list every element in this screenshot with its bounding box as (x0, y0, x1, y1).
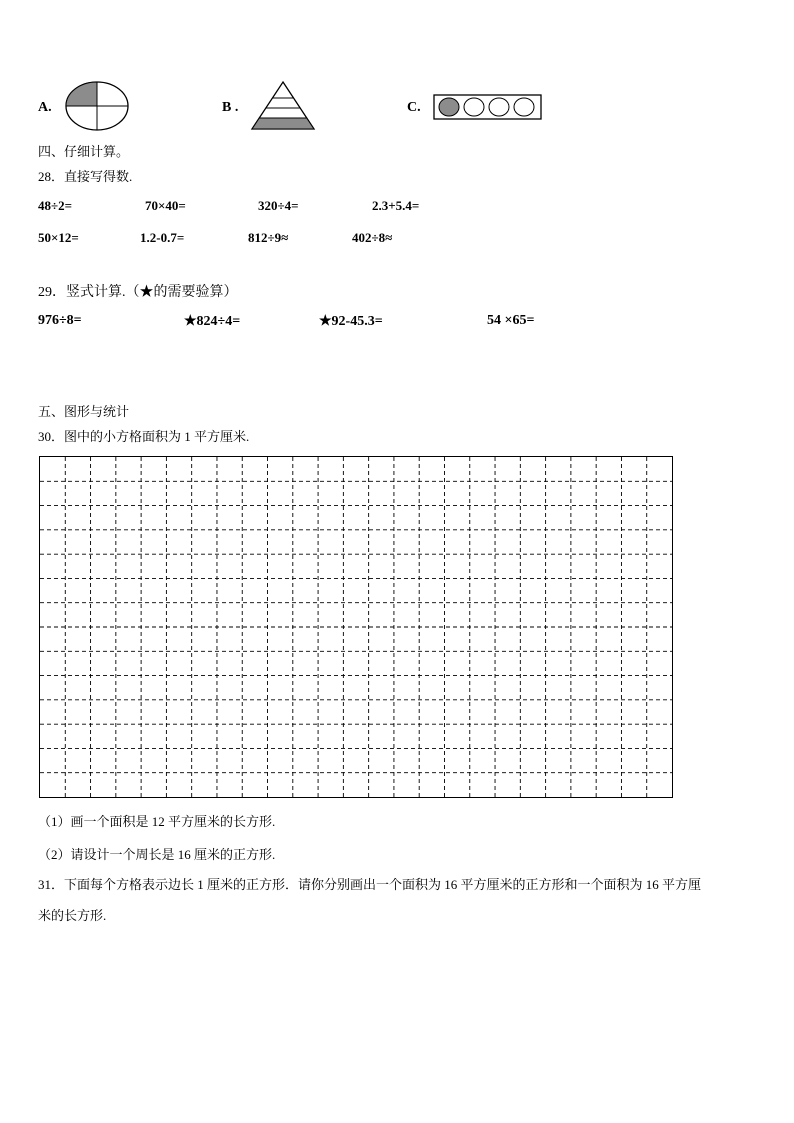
question-31-line-1: 31．下面每个方格表示边长 1 厘米的正方形．请你分别画出一个面积为 16 平方厘米的正方形和一个面积为 16 平方厘 (38, 877, 702, 892)
q30-sub-1: （1）画一个面积是 12 平方厘米的长方形. (38, 814, 276, 829)
q28-item: 812÷9≈ (248, 230, 289, 245)
q28-item: 2.3+5.4= (372, 198, 420, 213)
q30-sub-2: （2）请设计一个周长是 16 厘米的正方形. (38, 847, 276, 862)
q28-item: 320÷4= (258, 198, 299, 213)
q28-item: 70×40= (145, 198, 186, 213)
q28-item: 50×12= (38, 230, 79, 245)
q28-item: 1.2-0.7= (140, 230, 185, 245)
option-c-label: C. (407, 100, 421, 115)
q29-item: ★824÷4= (184, 314, 241, 329)
option-a-label: A. (38, 100, 52, 115)
q29-item: 976÷8= (38, 313, 82, 328)
q29-item: 54 ×65= (487, 313, 535, 328)
triangle-figure (250, 80, 316, 132)
q29-item: ★92-45.3= (319, 314, 383, 329)
question-29-title: 29．竖式计算.（★的需要验算） (38, 285, 238, 300)
section-five-title: 五、图形与统计 (38, 404, 130, 419)
option-b-label: B . (222, 100, 239, 115)
question-28-title: 28．直接写得数. (38, 169, 133, 184)
circles-box-figure (433, 94, 543, 120)
dashed-grid[interactable] (39, 456, 673, 798)
q28-item: 402÷8≈ (352, 230, 393, 245)
question-31-line-2: 米的长方形. (38, 908, 107, 923)
section-four-title: 四、仔细计算。 (38, 144, 130, 159)
grid-svg (39, 456, 673, 798)
q28-item: 48÷2= (38, 198, 73, 213)
question-30-title: 30．图中的小方格面积为 1 平方厘米. (38, 429, 250, 444)
circle-quarter-figure (64, 80, 130, 132)
